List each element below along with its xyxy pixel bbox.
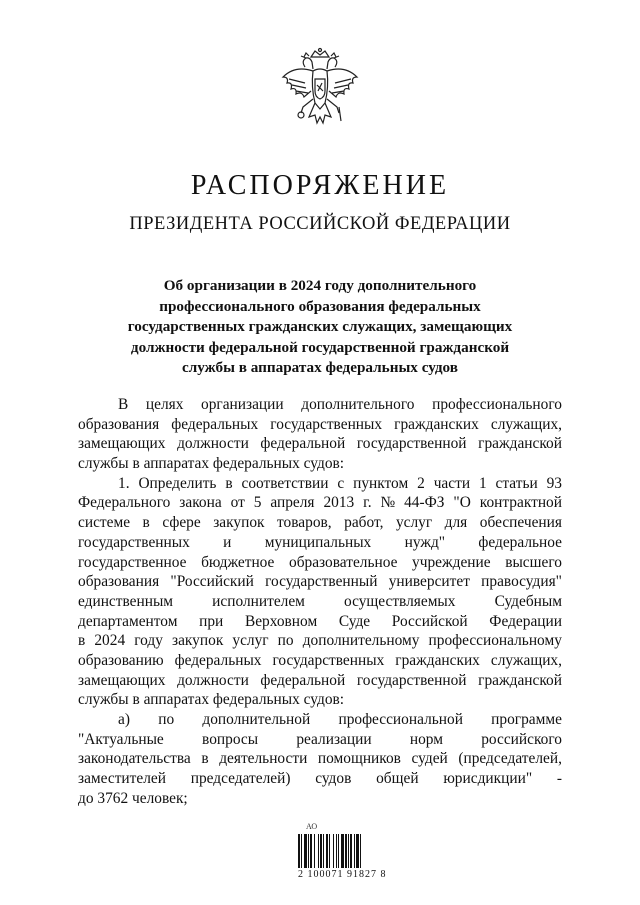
body-line: 1. Определить в соответствии с пунктом 2 части 1 статьи 93	[118, 474, 562, 492]
heading-line: должности федеральной государственной гражданской	[130, 338, 510, 356]
body-line: системе в сфере закупок товаров, работ, услуг для обеспечения	[78, 514, 562, 532]
body-line: департаментом при Верховном Суде Российской Федерации	[78, 612, 562, 630]
body-line: в 2024 году закупок услуг по дополнительному профессиональному	[78, 632, 562, 650]
body-line: "Актуальные вопросы реализации норм российского	[78, 730, 562, 748]
body-line: государственных и муниципальных нужд" федеральное	[78, 533, 562, 551]
barcode	[298, 822, 387, 882]
document-heading	[100, 276, 540, 379]
body-line: единственным исполнителем осуществляемых Судебным	[78, 592, 562, 610]
body-line: замещающих должности федеральной государственной гражданской	[78, 435, 562, 453]
coat-of-arms-emblem	[275, 47, 365, 142]
body-line: до 3762 человек;	[78, 789, 188, 807]
body-line: законодательства в деятельности помощников судей (председателей,	[78, 750, 562, 768]
body-line: а) по дополнительной профессиональной программе	[118, 711, 562, 728]
body-line: образования федеральных государственных гражданских служащих,	[78, 415, 562, 433]
body-line: образованию федеральных государственных гражданских служащих,	[78, 651, 562, 669]
body-line: Федерального закона от 5 апреля 2013 г. № 44-ФЗ "О контрактной	[78, 494, 562, 512]
barcode-bars-icon	[298, 834, 378, 868]
body-line: В целях организации дополнительного профессионального	[118, 396, 562, 413]
double-headed-eagle-icon	[275, 47, 365, 142]
body-line: образования "Российский государственный университет правосудия"	[78, 573, 562, 591]
body-line: службы в аппаратах федеральных судов:	[78, 691, 345, 709]
document-subtitle: ПРЕЗИДЕНТА РОССИЙСКОЙ ФЕДЕРАЦИИ	[129, 214, 511, 234]
document-title: РАСПОРЯЖЕНИЕ	[190, 170, 450, 201]
heading-line: профессионального образования федеральных	[159, 297, 481, 315]
document-body	[78, 395, 562, 808]
body-line: замещающих должности федеральной государственной гражданской	[78, 671, 562, 689]
body-line: заместителей председателей) судов общей юрисдикции" -	[78, 770, 562, 788]
heading-line: государственных гражданских служащих, замещающих	[127, 318, 513, 335]
body-line: службы в аппаратах федеральных судов:	[78, 455, 345, 473]
barcode-mark: АО	[306, 822, 318, 831]
heading-line: Об организации в 2024 году дополнительного	[163, 277, 477, 294]
heading-line: службы в аппаратах федеральных судов	[182, 359, 458, 376]
body-line: государственное бюджетное образовательное учреждение высшего	[78, 553, 562, 571]
barcode-number: 2 100071 91827 8	[298, 869, 387, 880]
